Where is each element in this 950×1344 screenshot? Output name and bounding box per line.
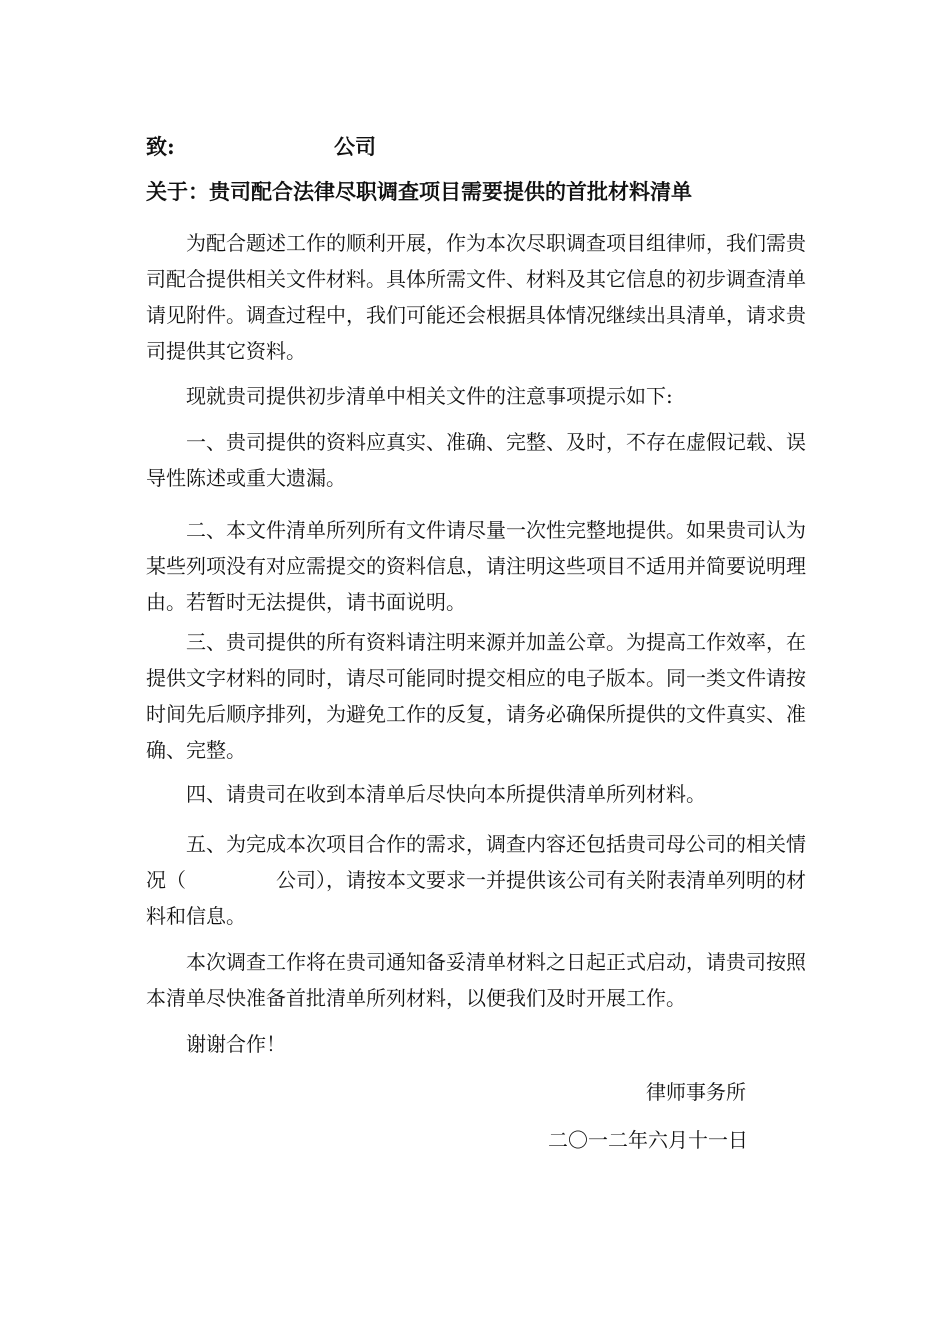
notice-item-3: 三、贵司提供的所有资料请注明来源并加盖公章。为提高工作效率，在提供文字材料的同时，请尽可能同时提交相应的电子版本。同一类文件请按时间先后顺序排列，为避免工作的反复，请务必确保所提供的文件真实、准确、完整。 <box>146 630 806 762</box>
notice-item-5-part-1: 五、为完成本次项目合作的需求，调查内容还包括贵司母公司的相关情况（ <box>146 832 806 892</box>
signature-firm: 律师事务所 <box>646 1080 746 1104</box>
addressee-line <box>146 131 376 163</box>
notice-item-5-part-2: 公司），请按本文要求一并提供该公司有关附表清单列明的材料和信息。 <box>146 868 806 928</box>
intro-paragraph: 为配合题述工作的顺利开展，作为本次尽职调查项目组律师，我们需贵司配合提供相关文件材料。具体所需文件、材料及其它信息的初步调查清单请见附件。调查过程中，我们可能还会根据具体情况继续出具清单，请求贵司提供其它资料。 <box>146 231 806 363</box>
notice-item-2: 二、本文件清单所列所有文件请尽量一次性完整地提供。如果贵司认为某些列项没有对应需提交的资料信息，请注明这些项目不适用并简要说明理由。若暂时无法提供，请书面说明。 <box>146 518 806 614</box>
thanks-paragraph: 谢谢合作！ <box>186 1032 286 1056</box>
notice-item-5 <box>146 826 806 934</box>
letter-subject: 关于：贵司配合法律尽职调查项目需要提供的首批材料清单 <box>146 179 692 204</box>
notice-lead-paragraph: 现就贵司提供初步清单中相关文件的注意事项提示如下: <box>186 384 673 408</box>
addressee-label: 致: <box>146 134 175 159</box>
notice-item-1: 一、贵司提供的资料应真实、准确、完整、及时，不存在虚假记载、误导性陈述或重大遗漏。 <box>146 430 806 490</box>
notice-item-4: 四、请贵司在收到本清单后尽快向本所提供清单所列材料。 <box>186 782 706 806</box>
addressee-company: 公司 <box>334 134 376 159</box>
closing-paragraph: 本次调查工作将在贵司通知备妥清单材料之日起正式启动，请贵司按照本清单尽快准备首批清单所列材料，以便我们及时开展工作。 <box>146 950 806 1010</box>
signature-date: 二〇一二年六月十一日 <box>548 1128 748 1152</box>
